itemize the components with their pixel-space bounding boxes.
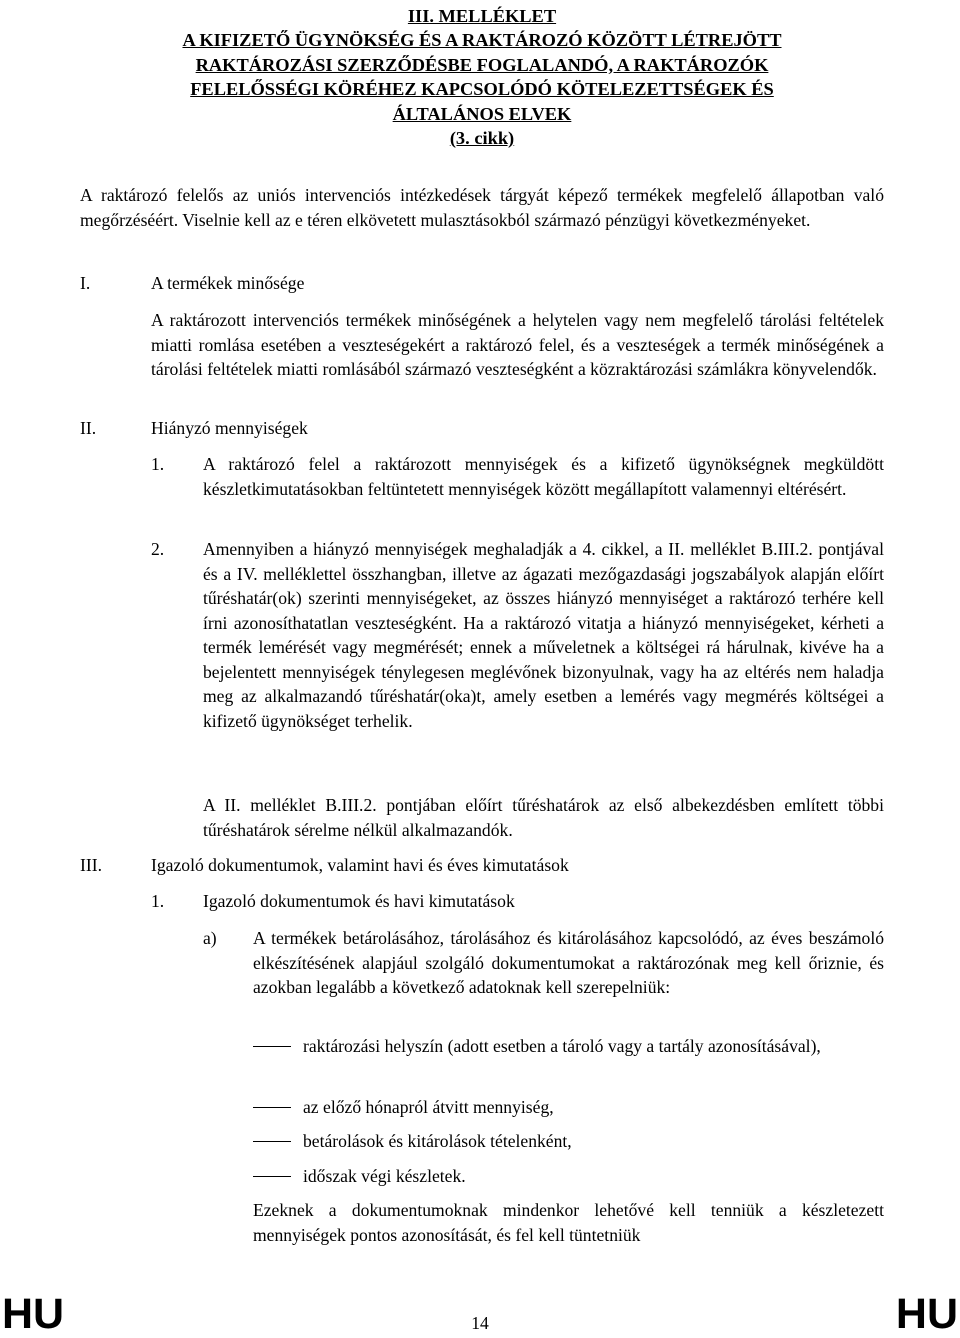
item-number: 2. bbox=[151, 539, 165, 559]
item-paragraph: A raktározó felel a raktározott mennyiségek és a kifizető ügynökségnek megküldött készletkimutatásokban feltüntetett mennyiségek között megállapított valamennyi eltérésért. bbox=[203, 454, 884, 499]
section-title: A termékek minősége bbox=[151, 273, 305, 293]
item-number: 1. bbox=[151, 891, 165, 911]
item-paragraph: Amennyiben a hiányzó mennyiségek meghaladják a 4. cikkel, a II. melléklet B.III.2. pontjával és a IV. melléklettel összhangban, illetve az ágazati mezőgazdasági jogszabályok alapján előírt tűréshatár(ok) szerinti mennyiségeket, az összes hiányzó mennyiséget a raktározó terhére kell írni azonosíthatatlan veszteségként. Ha a raktározó vitatja a hiányzó mennyiségeket, kérheti a termék lemérését vagy megmérését; ennek a műveletnek a költségei rá hárulnak, kivéve ha a bejelentett mennyiségek ténylegesen meglévőnek bizonyulnak, vagy ha az eltérés nem haladja meg az alkalmazandó tűréshatár(oka)t, amely esetben a lemérés vagy megmérés költségei a kifizető ügynökséget terhelik. bbox=[203, 539, 884, 731]
list-item: raktározási helyszín (adott esetben a tároló vagy a tartály azonosításával), bbox=[303, 1036, 821, 1056]
page-number: 14 bbox=[471, 1313, 489, 1333]
subitem-paragraph: A termékek betárolásához, tárolásához és kitárolásához kapcsolódó, az éves beszámoló elkészítésének alapjául szolgáló dokumentumokat a raktározónak meg kell őriznie, és azokban legalább a következő adatoknak kell szerepelniük: bbox=[253, 928, 884, 997]
item-title: Igazoló dokumentumok és havi kimutatások bbox=[203, 891, 515, 911]
section-number: III. bbox=[80, 855, 102, 875]
intro-paragraph: A raktározó felelős az uniós intervenciós intézkedések tárgyát képező termékek megfelelő állapotban való megőrzéséért. Viselnie kell az e téren elkövetett mulasztásokból származó pénzügyi következményeket. bbox=[80, 185, 884, 230]
closing-paragraph: Ezeknek a dokumentumoknak mindenkor lehetővé kell tenniük a készletezett mennyiségek pontos azonosítását, és fel kell tüntetniük bbox=[253, 1200, 884, 1245]
subitem-label: a) bbox=[203, 928, 217, 948]
language-code-left: HU bbox=[2, 1290, 65, 1338]
section-number: II. bbox=[80, 418, 97, 438]
section-number: I. bbox=[80, 273, 91, 293]
list-item: betárolások és kitárolások tételenként, bbox=[303, 1131, 572, 1151]
heading-line: ÁLTALÁNOS ELVEK bbox=[392, 103, 572, 124]
list-item: időszak végi készletek. bbox=[303, 1166, 466, 1186]
language-code-right: HU bbox=[895, 1290, 958, 1338]
section-title: Igazoló dokumentumok, valamint havi és éves kimutatások bbox=[151, 855, 569, 875]
section-paragraph: A raktározott intervenciós termékek minőségének a helytelen vagy nem megfelelő tárolási feltételek miatti romlása esetében a veszteségekért a raktározó felel, és a veszteségek a termék minőségének a tárolási feltételek miatti romlásából származó veszteségként a közraktározási számlákra könyvelendők. bbox=[151, 310, 884, 379]
heading-line: A KIFIZETŐ ÜGYNÖKSÉG ÉS A RAKTÁROZÓ KÖZÖTT LÉTREJÖTT bbox=[182, 30, 782, 51]
dash-bullet bbox=[253, 1141, 291, 1142]
heading-line: FELELŐSSÉGI KÖRÉHEZ KAPCSOLÓDÓ KÖTELEZETTSÉGEK ÉS bbox=[190, 79, 774, 100]
dash-bullet bbox=[253, 1046, 291, 1047]
item-note: A II. melléklet B.III.2. pontjában előírt tűréshatárok az első albekezdésben említett többi tűréshatárok sérelme nélkül alkalmazandók. bbox=[203, 795, 884, 840]
heading-line: RAKTÁROZÁSI SZERZŐDÉSBE FOGLALANDÓ, A RAKTÁROZÓK bbox=[195, 54, 769, 75]
item-number: 1. bbox=[151, 454, 165, 474]
list-item: az előző hónapról átvitt mennyiség, bbox=[303, 1097, 554, 1117]
annex-heading bbox=[80, 4, 884, 150]
dash-bullet bbox=[253, 1176, 291, 1177]
section-title: Hiányzó mennyiségek bbox=[151, 418, 308, 438]
heading-line: III. MELLÉKLET bbox=[407, 6, 557, 26]
dash-bullet bbox=[253, 1107, 291, 1108]
heading-line: (3. cikk) bbox=[449, 128, 515, 149]
